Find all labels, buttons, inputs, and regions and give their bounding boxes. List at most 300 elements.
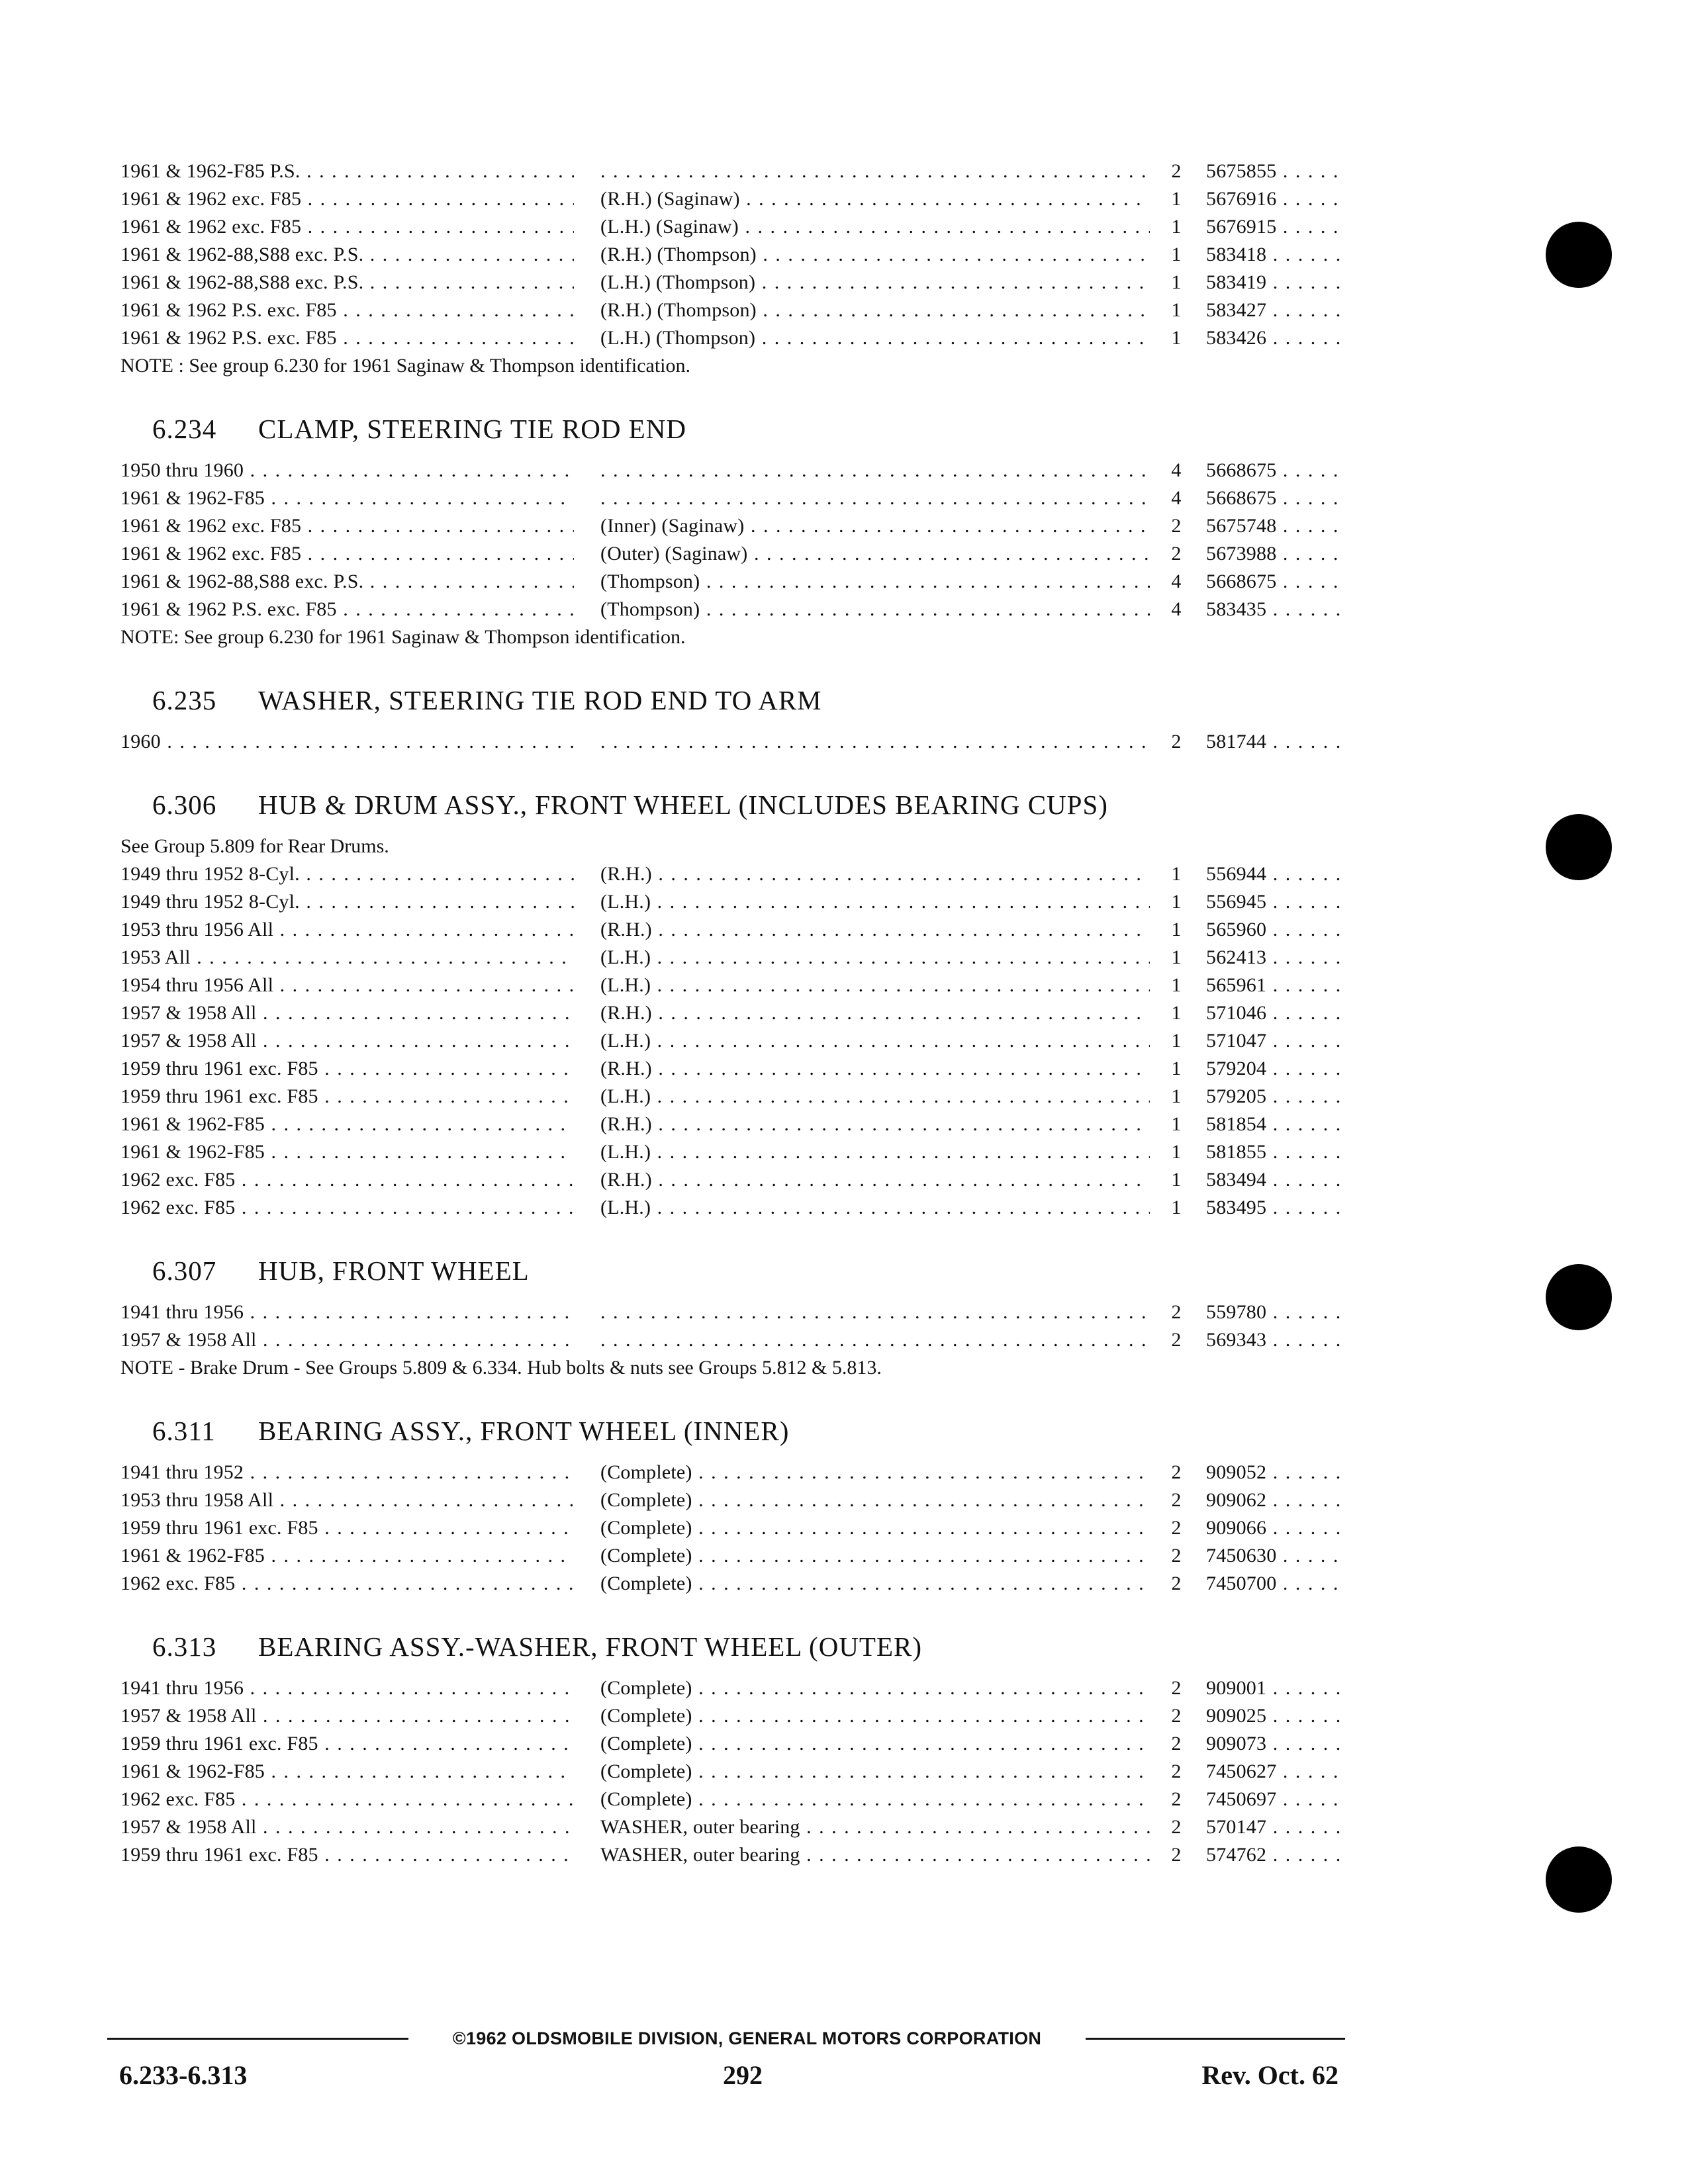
part-number-cell <box>1206 1486 1345 1514</box>
model-years-cell <box>120 484 574 512</box>
model-years-cell <box>120 1298 574 1326</box>
quantity-cell <box>1163 916 1190 944</box>
quantity-cell <box>1163 1813 1190 1841</box>
parts-row <box>120 241 1345 269</box>
model-years-text: 1959 thru 1961 exc. F85 <box>120 1844 318 1866</box>
part-number-text: 583419 <box>1206 271 1267 293</box>
description-cell <box>600 296 1150 324</box>
quantity-cell <box>1163 241 1190 269</box>
part-number-cell <box>1206 213 1345 241</box>
description-cell <box>600 1194 1150 1222</box>
part-number-text: 571047 <box>1206 1030 1267 1052</box>
part-number-text: 559780 <box>1206 1301 1267 1323</box>
part-number-cell <box>1206 1166 1345 1194</box>
quantity-text: 1 <box>1171 1085 1182 1107</box>
parts-row <box>120 1326 1345 1354</box>
model-years-text: 1941 thru 1956 <box>120 1301 244 1323</box>
description-text: (L.H.) <box>600 946 651 968</box>
quantity-cell <box>1163 596 1190 623</box>
description-cell <box>600 568 1150 596</box>
part-number-cell <box>1206 512 1345 540</box>
description-cell <box>600 999 1150 1027</box>
quantity-text: 2 <box>1171 1572 1182 1594</box>
group-heading <box>152 1411 1345 1451</box>
parts-row <box>120 1166 1345 1194</box>
parts-listing <box>120 158 1345 1869</box>
quantity-text: 2 <box>1171 1733 1182 1754</box>
part-number-text: 579205 <box>1206 1085 1267 1107</box>
part-number-cell <box>1206 860 1345 888</box>
model-years-text: 1961 & 1962 exc. F85 <box>120 543 302 565</box>
parts-row <box>120 999 1345 1027</box>
description-cell <box>600 1758 1150 1786</box>
description-text: (Complete) <box>600 1461 692 1483</box>
model-years-cell <box>120 1486 574 1514</box>
part-number-cell <box>1206 888 1345 916</box>
description-cell <box>600 916 1150 944</box>
model-years-cell <box>120 1055 574 1083</box>
quantity-cell <box>1163 457 1190 484</box>
quantity-text: 1 <box>1171 327 1182 349</box>
quantity-text: 1 <box>1171 271 1182 293</box>
part-number-text: 579204 <box>1206 1058 1267 1079</box>
description-text: (Outer) (Saginaw) <box>600 543 748 565</box>
description-text: (Complete) <box>600 1517 692 1539</box>
quantity-cell <box>1163 1702 1190 1730</box>
model-years-text: 1961 & 1962 exc. F85 <box>120 188 302 210</box>
quantity-cell <box>1163 1486 1190 1514</box>
part-number-text: 5668675 <box>1206 570 1277 592</box>
group-title: BEARING ASSY., FRONT WHEEL (INNER) <box>258 1416 790 1446</box>
model-years-cell <box>120 540 574 568</box>
model-years-text: 1959 thru 1961 exc. F85 <box>120 1058 318 1079</box>
description-text: (R.H.) <box>600 863 652 885</box>
part-number-cell <box>1206 1298 1345 1326</box>
description-cell <box>600 512 1150 540</box>
model-years-text: 1961 & 1962-F85 <box>120 1545 265 1567</box>
group-heading <box>152 1251 1345 1291</box>
quantity-text: 2 <box>1171 1816 1182 1838</box>
part-number-cell <box>1206 185 1345 213</box>
quantity-cell <box>1163 860 1190 888</box>
model-years-cell <box>120 1083 574 1111</box>
description-cell <box>600 1459 1150 1486</box>
description-text: (R.H.) <box>600 1058 652 1079</box>
model-years-text: 1961 & 1962-F85 <box>120 487 265 509</box>
model-years-cell <box>120 1570 574 1598</box>
description-text: (Complete) <box>600 1760 692 1782</box>
quantity-text: 1 <box>1171 1058 1182 1079</box>
parts-row <box>120 1786 1345 1813</box>
model-years-cell <box>120 1758 574 1786</box>
parts-row <box>120 1730 1345 1758</box>
model-years-text: 1941 thru 1956 <box>120 1677 244 1699</box>
part-number-cell <box>1206 1138 1345 1166</box>
part-number-cell <box>1206 1758 1345 1786</box>
model-years-cell <box>120 1841 574 1869</box>
quantity-text: 4 <box>1171 487 1182 509</box>
parts-row <box>120 1138 1345 1166</box>
description-text: (L.H.) <box>600 1085 651 1107</box>
quantity-cell <box>1163 1514 1190 1542</box>
group-heading <box>152 785 1345 825</box>
model-years-text: 1961 & 1962 exc. F85 <box>120 216 302 238</box>
quantity-cell <box>1163 1298 1190 1326</box>
part-number-cell <box>1206 540 1345 568</box>
binder-hole-icon <box>1546 222 1612 288</box>
quantity-text: 1 <box>1171 244 1182 265</box>
quantity-text: 1 <box>1171 1169 1182 1191</box>
description-text: (L.H.) <box>600 1197 651 1218</box>
description-cell <box>600 1326 1150 1354</box>
description-cell <box>600 728 1150 756</box>
parts-row <box>120 457 1345 484</box>
model-years-cell <box>120 596 574 623</box>
description-cell <box>600 1702 1150 1730</box>
part-number-text: 556945 <box>1206 891 1267 913</box>
model-years-text: 1959 thru 1961 exc. F85 <box>120 1517 318 1539</box>
model-years-text: 1962 exc. F85 <box>120 1788 236 1810</box>
description-text: (L.H.) (Thompson) <box>600 271 756 293</box>
description-text: (L.H.) <box>600 1030 651 1052</box>
quantity-text: 1 <box>1171 216 1182 238</box>
quantity-cell <box>1163 185 1190 213</box>
quantity-text: 1 <box>1171 1197 1182 1218</box>
description-cell <box>600 596 1150 623</box>
description-cell <box>600 484 1150 512</box>
description-cell <box>600 1027 1150 1055</box>
copyright-notice: ©1962 OLDSMOBILE DIVISION, GENERAL MOTORS CORPORATION <box>452 2028 1042 2048</box>
model-years-cell <box>120 1459 574 1486</box>
description-cell <box>600 944 1150 972</box>
parts-row <box>120 1542 1345 1570</box>
part-number-text: 5675855 <box>1206 160 1277 182</box>
part-number-cell <box>1206 1514 1345 1542</box>
group-heading <box>152 680 1345 720</box>
model-years-text: 1962 exc. F85 <box>120 1197 236 1218</box>
part-number-text: 570147 <box>1206 1816 1267 1838</box>
model-years-text: 1959 thru 1961 exc. F85 <box>120 1085 318 1107</box>
group-heading <box>152 409 1345 449</box>
quantity-cell <box>1163 1138 1190 1166</box>
model-years-text: 1961 & 1962 P.S. exc. F85 <box>120 327 337 349</box>
part-number-cell <box>1206 1083 1345 1111</box>
model-years-text: 1957 & 1958 All <box>120 1329 257 1351</box>
description-text: (R.H.) (Thompson) <box>600 299 757 321</box>
quantity-text: 1 <box>1171 299 1182 321</box>
quantity-cell <box>1163 1841 1190 1869</box>
model-years-cell <box>120 1674 574 1702</box>
description-cell <box>600 185 1150 213</box>
model-years-cell <box>120 158 574 185</box>
part-number-text: 583418 <box>1206 244 1267 265</box>
model-years-text: 1960 <box>120 731 161 752</box>
description-cell <box>600 1813 1150 1841</box>
part-number-text: 583495 <box>1206 1197 1267 1218</box>
part-number-text: 7450627 <box>1206 1760 1277 1782</box>
part-number-text: 583427 <box>1206 299 1267 321</box>
model-years-cell <box>120 1786 574 1813</box>
model-years-cell <box>120 1111 574 1138</box>
description-text: (L.H.) <box>600 974 651 996</box>
model-years-text: 1953 thru 1956 All <box>120 919 274 940</box>
model-years-cell <box>120 457 574 484</box>
model-years-text: 1961 & 1962 exc. F85 <box>120 515 302 537</box>
model-years-text: 1961 & 1962-F85 <box>120 1141 265 1163</box>
quantity-cell <box>1163 972 1190 999</box>
part-number-text: 583494 <box>1206 1169 1267 1191</box>
model-years-cell <box>120 1542 574 1570</box>
model-years-cell <box>120 999 574 1027</box>
group-number: 6.306 <box>152 790 217 820</box>
model-years-cell <box>120 1326 574 1354</box>
part-number-text: 581854 <box>1206 1113 1267 1135</box>
group-title: WASHER, STEERING TIE ROD END TO ARM <box>258 685 822 715</box>
part-number-cell <box>1206 972 1345 999</box>
quantity-cell <box>1163 1459 1190 1486</box>
parts-row <box>120 728 1345 756</box>
quantity-cell <box>1163 1111 1190 1138</box>
quantity-cell <box>1163 1166 1190 1194</box>
quantity-cell <box>1163 296 1190 324</box>
model-years-cell <box>120 296 574 324</box>
description-cell <box>600 269 1150 296</box>
quantity-cell <box>1163 1674 1190 1702</box>
footer-rule-right <box>1086 2038 1345 2040</box>
description-cell <box>600 1486 1150 1514</box>
group-title: HUB & DRUM ASSY., FRONT WHEEL (INCLUDES BEARING CUPS) <box>258 790 1108 820</box>
description-cell <box>600 1138 1150 1166</box>
quantity-cell <box>1163 269 1190 296</box>
description-cell <box>600 1674 1150 1702</box>
footer-rule-left <box>107 2038 408 2040</box>
description-cell <box>600 213 1150 241</box>
model-years-cell <box>120 213 574 241</box>
model-years-cell <box>120 1514 574 1542</box>
model-years-cell <box>120 944 574 972</box>
part-number-text: 583426 <box>1206 327 1267 349</box>
part-number-cell <box>1206 457 1345 484</box>
part-number-text: 562413 <box>1206 946 1267 968</box>
quantity-text: 2 <box>1171 1844 1182 1866</box>
parts-row <box>120 1514 1345 1542</box>
model-years-text: 1962 exc. F85 <box>120 1572 236 1594</box>
binder-hole-icon <box>1546 1846 1612 1913</box>
quantity-text: 2 <box>1171 1329 1182 1351</box>
part-number-text: 909073 <box>1206 1733 1267 1754</box>
description-text: (R.H.) <box>600 1113 652 1135</box>
parts-row <box>120 158 1345 185</box>
part-number-cell <box>1206 944 1345 972</box>
part-number-cell <box>1206 999 1345 1027</box>
description-text: (L.H.) (Saginaw) <box>600 216 739 238</box>
part-number-cell <box>1206 1674 1345 1702</box>
group-section <box>120 1251 1345 1382</box>
description-cell <box>600 1841 1150 1869</box>
group-number: 6.235 <box>152 685 217 715</box>
parts-row <box>120 888 1345 916</box>
model-years-text: 1961 & 1962-F85 <box>120 1760 265 1782</box>
description-text: (Complete) <box>600 1572 692 1594</box>
parts-row <box>120 916 1345 944</box>
description-text: (R.H.) <box>600 1002 652 1024</box>
description-cell <box>600 1570 1150 1598</box>
parts-row <box>120 1570 1345 1598</box>
group-section <box>120 680 1345 756</box>
part-number-text: 909025 <box>1206 1705 1267 1727</box>
part-number-text: 5675748 <box>1206 515 1277 537</box>
quantity-text: 2 <box>1171 1677 1182 1699</box>
model-years-text: 1949 thru 1952 8-Cyl. <box>120 891 300 913</box>
group-title: CLAMP, STEERING TIE ROD END <box>258 414 686 444</box>
description-text: WASHER, outer bearing <box>600 1816 800 1838</box>
model-years-text: 1961 & 1962-88,S88 exc. P.S. <box>120 244 364 265</box>
description-cell <box>600 1730 1150 1758</box>
model-years-text: 1949 thru 1952 8-Cyl. <box>120 863 300 885</box>
part-number-text: 909052 <box>1206 1461 1267 1483</box>
part-number-text: 556944 <box>1206 863 1267 885</box>
description-cell <box>600 158 1150 185</box>
model-years-cell <box>120 1166 574 1194</box>
model-years-cell <box>120 860 574 888</box>
model-years-text: 1961 & 1962 P.S. exc. F85 <box>120 598 337 620</box>
part-number-text: 909001 <box>1206 1677 1267 1699</box>
model-years-cell <box>120 916 574 944</box>
model-years-cell <box>120 568 574 596</box>
part-number-text: 909066 <box>1206 1517 1267 1539</box>
model-years-cell <box>120 324 574 352</box>
parts-row <box>120 596 1345 623</box>
part-number-cell <box>1206 324 1345 352</box>
part-number-cell <box>1206 1730 1345 1758</box>
model-years-text: 1957 & 1958 All <box>120 1705 257 1727</box>
part-number-text: 5676916 <box>1206 188 1277 210</box>
part-number-text: 5668675 <box>1206 459 1277 481</box>
description-cell <box>600 1298 1150 1326</box>
quantity-text: 2 <box>1171 1489 1182 1511</box>
quantity-text: 1 <box>1171 891 1182 913</box>
description-text: WASHER, outer bearing <box>600 1844 800 1866</box>
part-number-cell <box>1206 1326 1345 1354</box>
footnote: NOTE - Brake Drum - See Groups 5.809 & 6.334. Hub bolts & nuts see Groups 5.812 & 5.813. <box>120 1357 882 1379</box>
part-number-text: 7450630 <box>1206 1545 1277 1567</box>
model-years-cell <box>120 728 574 756</box>
description-cell <box>600 324 1150 352</box>
model-years-cell <box>120 269 574 296</box>
model-years-cell <box>120 972 574 999</box>
part-number-text: 565961 <box>1206 974 1267 996</box>
model-years-cell <box>120 1027 574 1055</box>
part-number-text: 7450700 <box>1206 1572 1277 1594</box>
footnote: NOTE: See group 6.230 for 1961 Saginaw & Thompson identification. <box>120 626 686 648</box>
parts-row <box>120 1459 1345 1486</box>
quantity-cell <box>1163 1083 1190 1111</box>
part-number-cell <box>1206 1055 1345 1083</box>
part-number-cell <box>1206 158 1345 185</box>
model-years-text: 1959 thru 1961 exc. F85 <box>120 1733 318 1754</box>
model-years-text: 1950 thru 1960 <box>120 459 244 481</box>
model-years-cell <box>120 1730 574 1758</box>
model-years-cell <box>120 1194 574 1222</box>
quantity-cell <box>1163 1758 1190 1786</box>
parts-row <box>120 944 1345 972</box>
description-text: (Complete) <box>600 1788 692 1810</box>
page-footer <box>107 2025 1345 2099</box>
description-text: (Complete) <box>600 1733 692 1754</box>
quantity-text: 1 <box>1171 188 1182 210</box>
part-number-cell <box>1206 568 1345 596</box>
quantity-cell <box>1163 540 1190 568</box>
quantity-cell <box>1163 568 1190 596</box>
part-number-cell <box>1206 484 1345 512</box>
model-years-text: 1957 & 1958 All <box>120 1002 257 1024</box>
description-text: (R.H.) (Saginaw) <box>600 188 740 210</box>
quantity-text: 2 <box>1171 1788 1182 1810</box>
quantity-cell <box>1163 512 1190 540</box>
parts-row <box>120 185 1345 213</box>
group-title: BEARING ASSY.-WASHER, FRONT WHEEL (OUTER) <box>258 1631 923 1662</box>
quantity-text: 2 <box>1171 515 1182 537</box>
parts-row <box>120 972 1345 999</box>
parts-row <box>120 1486 1345 1514</box>
parts-row <box>120 1027 1345 1055</box>
model-years-text: 1957 & 1958 All <box>120 1816 257 1838</box>
parts-row <box>120 269 1345 296</box>
model-years-text: 1961 & 1962 P.S. exc. F85 <box>120 299 337 321</box>
part-number-cell <box>1206 1841 1345 1869</box>
quantity-cell <box>1163 1730 1190 1758</box>
description-cell <box>600 888 1150 916</box>
quantity-cell <box>1163 484 1190 512</box>
part-number-text: 571046 <box>1206 1002 1267 1024</box>
part-number-cell <box>1206 728 1345 756</box>
description-text: (Thompson) <box>600 598 700 620</box>
quantity-cell <box>1163 1326 1190 1354</box>
quantity-cell <box>1163 1542 1190 1570</box>
quantity-text: 2 <box>1171 1545 1182 1567</box>
quantity-text: 2 <box>1171 1705 1182 1727</box>
part-number-text: 581744 <box>1206 731 1267 752</box>
description-text: (L.H.) <box>600 891 651 913</box>
group-range: 6.233-6.313 <box>119 2060 248 2090</box>
parts-row <box>120 1194 1345 1222</box>
group-number: 6.234 <box>152 414 217 444</box>
part-number-cell <box>1206 1542 1345 1570</box>
model-years-text: 1957 & 1958 All <box>120 1030 257 1052</box>
description-cell <box>600 540 1150 568</box>
part-number-cell <box>1206 1570 1345 1598</box>
group-number: 6.313 <box>152 1631 217 1662</box>
parts-row <box>120 1298 1345 1326</box>
part-number-text: 909062 <box>1206 1489 1267 1511</box>
quantity-text: 4 <box>1171 459 1182 481</box>
description-text: (R.H.) (Thompson) <box>600 244 757 265</box>
description-cell <box>600 1514 1150 1542</box>
parts-row <box>120 540 1345 568</box>
group-section <box>120 1411 1345 1598</box>
group-heading <box>152 1627 1345 1666</box>
group-section <box>120 785 1345 1222</box>
group-section <box>120 409 1345 651</box>
parts-row <box>120 296 1345 324</box>
quantity-text: 1 <box>1171 974 1182 996</box>
quantity-text: 2 <box>1171 1301 1182 1323</box>
description-text: (L.H.) (Thompson) <box>600 327 756 349</box>
description-text: (R.H.) <box>600 919 652 940</box>
description-cell <box>600 1786 1150 1813</box>
quantity-text: 4 <box>1171 598 1182 620</box>
quantity-text: 2 <box>1171 160 1182 182</box>
